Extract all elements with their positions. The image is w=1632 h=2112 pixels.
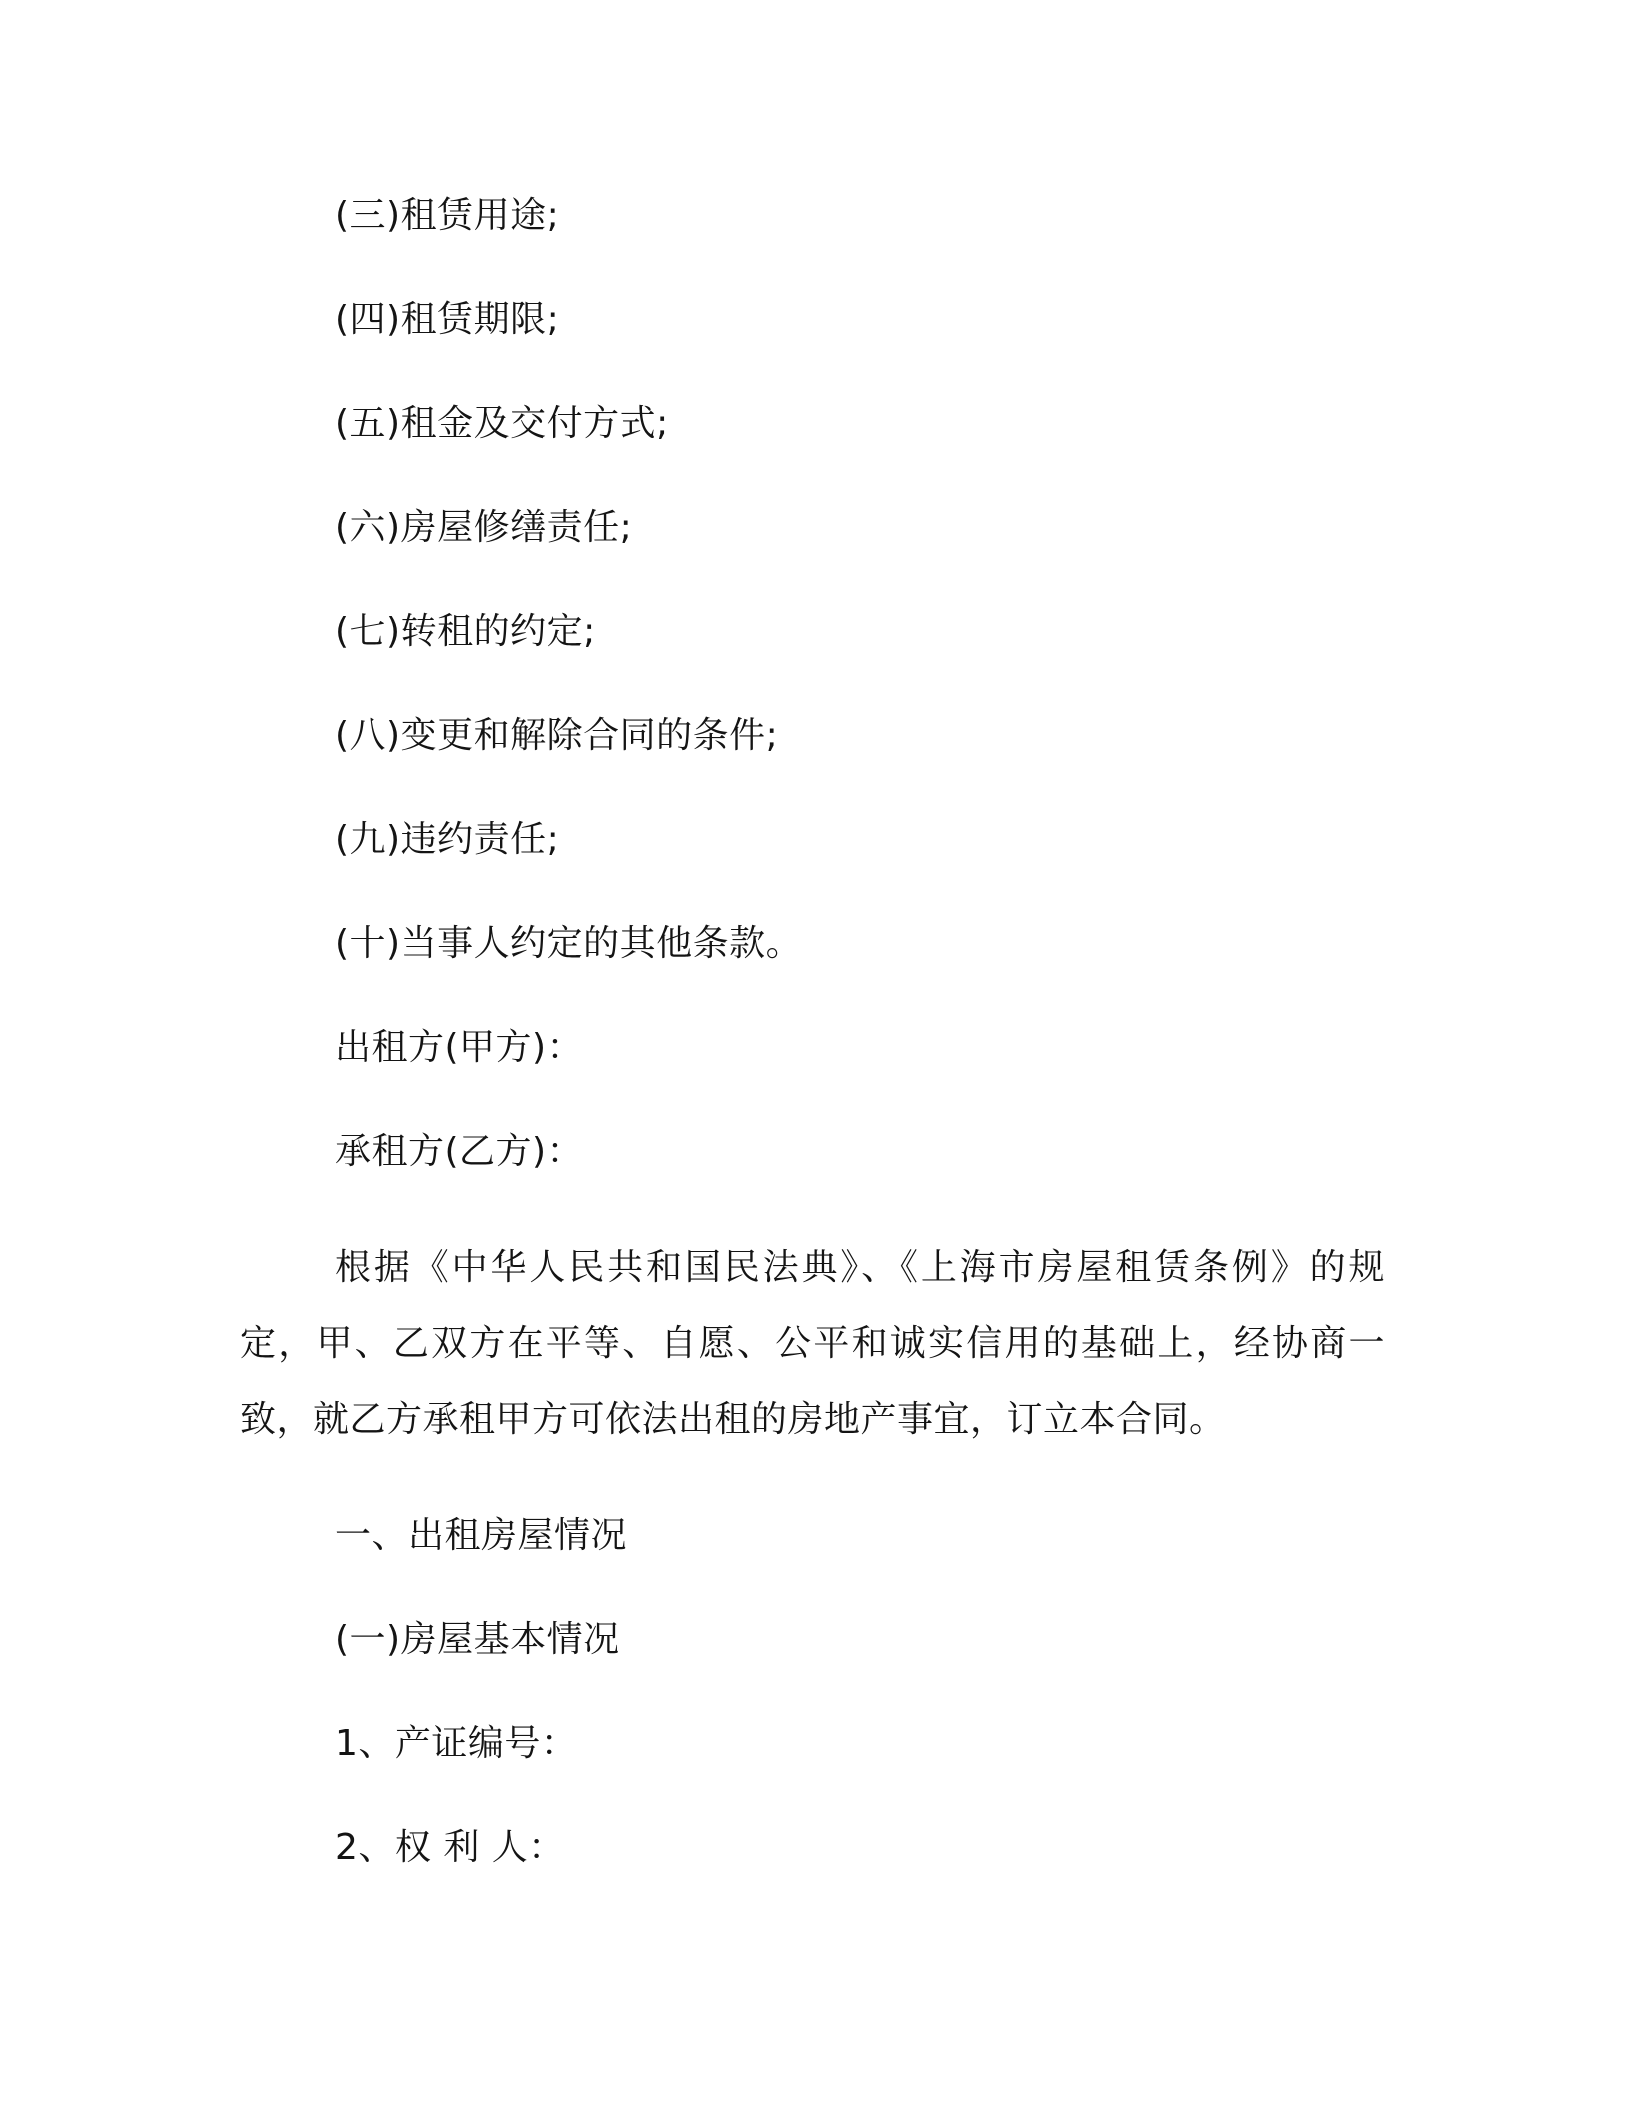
preamble-paragraph: 根据《中华人民共和国民法典》、《上海市房屋租赁条例》的规定，甲、乙双方在平等、自愿、公平和诚实信用的基础上，经协商一致，就乙方承租甲方可依法出租的房地产事宜，订立本合同。: [240, 1247, 1385, 1440]
document-body: [240, 190, 1385, 1874]
field-rights-holder: 2、权 利 人：: [335, 1827, 565, 1868]
subsection-heading-basic-info: (一)房屋基本情况: [335, 1619, 620, 1660]
clause-item-10: (十)当事人约定的其他条款。: [335, 923, 803, 964]
lessee-party-line: 承租方(乙方)：: [335, 1131, 584, 1172]
clause-item-5: (五)租金及交付方式;: [335, 403, 669, 444]
field-certificate-number: 1、产证编号：: [335, 1723, 578, 1764]
lessor-party-line: 出租方(甲方)：: [335, 1027, 584, 1068]
clause-item-8: (八)变更和解除合同的条件;: [335, 715, 779, 756]
clause-item-3: (三)租赁用途;: [335, 195, 560, 236]
clause-item-7: (七)转租的约定;: [335, 611, 596, 652]
section-heading-rental-property: 一、出租房屋情况: [335, 1515, 628, 1556]
clause-item-4: (四)租赁期限;: [335, 299, 560, 340]
clause-item-9: (九)违约责任;: [335, 819, 560, 860]
clause-item-6: (六)房屋修缮责任;: [335, 507, 633, 548]
